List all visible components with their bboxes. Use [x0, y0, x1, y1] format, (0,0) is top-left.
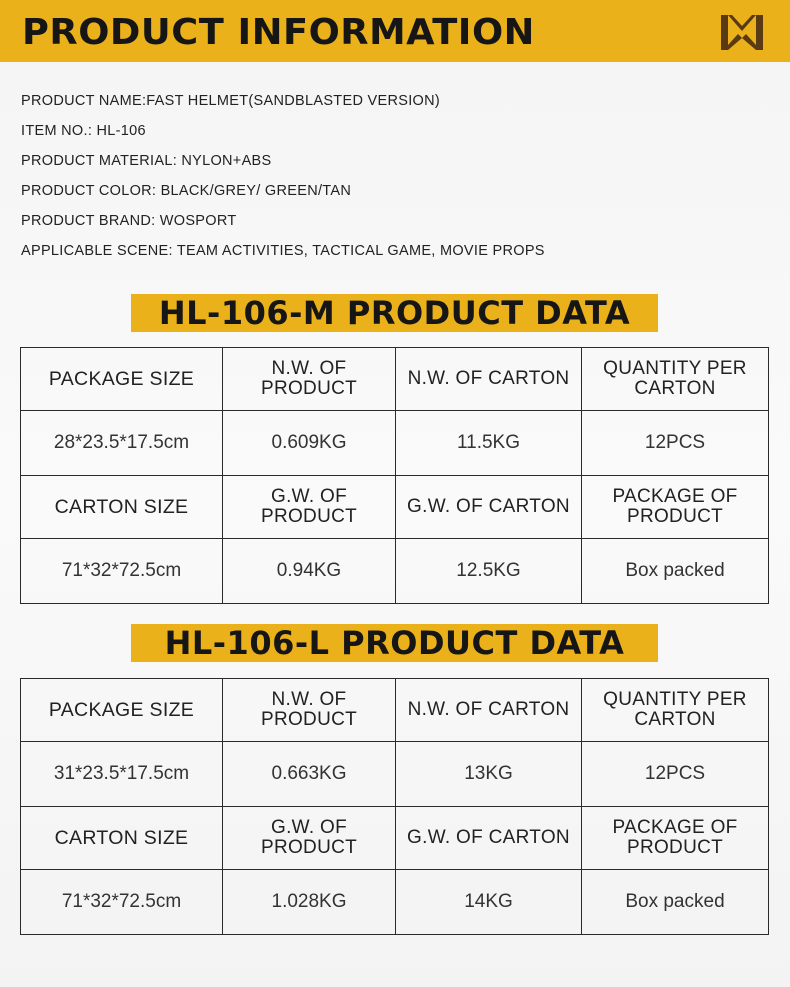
- table-header-cell: CARTON SIZE: [21, 807, 223, 870]
- table-cell: 1.028KG: [223, 870, 396, 935]
- table-cell: 11.5KG: [396, 411, 582, 476]
- table-header-cell: PACKAGE OF PRODUCT: [582, 476, 769, 539]
- table-row: [21, 742, 769, 807]
- header-bar: [0, 0, 790, 62]
- table-cell: 28*23.5*17.5cm: [21, 411, 223, 476]
- table-header-cell: N.W. OF PRODUCT: [223, 348, 396, 411]
- section-title-l: [131, 624, 658, 662]
- table-cell: 12PCS: [582, 742, 769, 807]
- table-cell: Box packed: [582, 870, 769, 935]
- product-data-table-l: [20, 678, 769, 935]
- table-header-row: [21, 476, 769, 539]
- table-header-cell: QUANTITY PER CARTON: [582, 348, 769, 411]
- table-cell: 71*32*72.5cm: [21, 539, 223, 604]
- table-header-row: [21, 348, 769, 411]
- table-row: [21, 870, 769, 935]
- table-header-cell: CARTON SIZE: [21, 476, 223, 539]
- table-header-cell: N.W. OF PRODUCT: [223, 679, 396, 742]
- table-row: [21, 539, 769, 604]
- table-cell: 13KG: [396, 742, 582, 807]
- table-header-cell: G.W. OF CARTON: [396, 476, 582, 539]
- table-cell: 0.609KG: [223, 411, 396, 476]
- brand-w-logo-icon: [718, 14, 766, 50]
- table-cell: 0.94KG: [223, 539, 396, 604]
- product-name: PRODUCT NAME:FAST HELMET(SANDBLASTED VERSION): [21, 93, 441, 109]
- table-header-cell: N.W. OF CARTON: [396, 348, 582, 411]
- section-title-m-text: HL-106-M PRODUCT DATA: [158, 294, 631, 332]
- table-header-cell: PACKAGE OF PRODUCT: [582, 807, 769, 870]
- section-title-m: [131, 294, 658, 332]
- item-number: ITEM NO.: HL-106: [21, 123, 146, 139]
- product-brand: PRODUCT BRAND: WOSPORT: [21, 213, 237, 229]
- product-material: PRODUCT MATERIAL: NYLON+ABS: [21, 153, 272, 169]
- table-cell: 14KG: [396, 870, 582, 935]
- table-header-cell: G.W. OF PRODUCT: [223, 807, 396, 870]
- table-header-row: [21, 679, 769, 742]
- product-color: PRODUCT COLOR: BLACK/GREY/ GREEN/TAN: [21, 183, 352, 199]
- section-title-l-text: HL-106-L PRODUCT DATA: [164, 624, 625, 662]
- table-header-cell: PACKAGE SIZE: [21, 679, 223, 742]
- table-header-cell: QUANTITY PER CARTON: [582, 679, 769, 742]
- table-header-cell: PACKAGE SIZE: [21, 348, 223, 411]
- table-cell: 0.663KG: [223, 742, 396, 807]
- table-cell: 12PCS: [582, 411, 769, 476]
- table-cell: 31*23.5*17.5cm: [21, 742, 223, 807]
- product-info-list: [21, 88, 545, 268]
- applicable-scene: APPLICABLE SCENE: TEAM ACTIVITIES, TACTICAL GAME, MOVIE PROPS: [21, 243, 545, 259]
- table-header-row: [21, 807, 769, 870]
- table-cell: Box packed: [582, 539, 769, 604]
- table-header-cell: N.W. OF CARTON: [396, 679, 582, 742]
- table-row: [21, 411, 769, 476]
- product-data-table-m: [20, 347, 769, 604]
- page-title: PRODUCT INFORMATION: [22, 12, 535, 53]
- table-header-cell: G.W. OF CARTON: [396, 807, 582, 870]
- table-cell: 71*32*72.5cm: [21, 870, 223, 935]
- table-header-cell: G.W. OF PRODUCT: [223, 476, 396, 539]
- table-cell: 12.5KG: [396, 539, 582, 604]
